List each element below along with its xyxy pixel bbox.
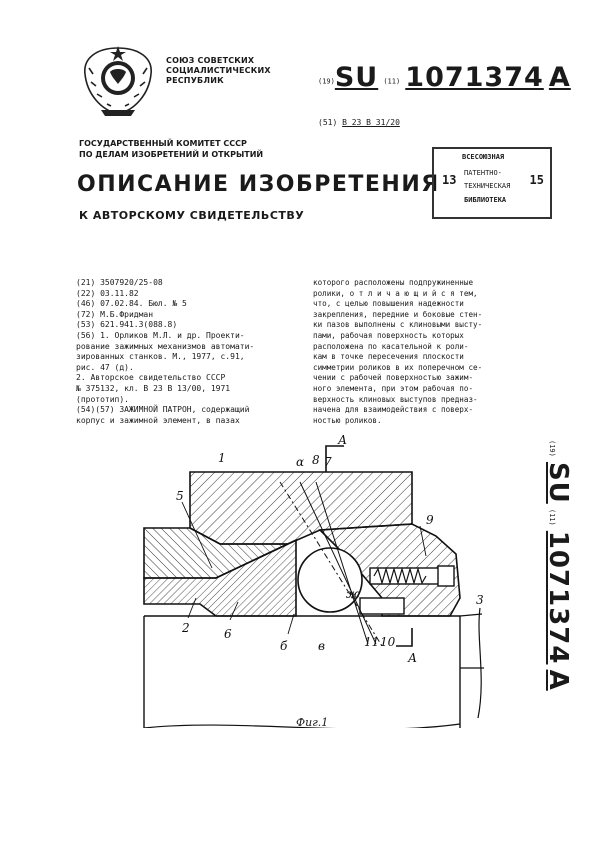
country-code: SU [334, 62, 379, 93]
label-8: 8 [312, 453, 320, 467]
stamp-number-left: 13 [442, 173, 457, 187]
label-b: б [280, 639, 288, 653]
biblio-line: (54)(57) ЗАЖИМНОЙ ПАТРОН, содержащий [76, 405, 250, 415]
stamp-line: БИБЛИОТЕКА [464, 196, 507, 204]
label-1: 1 [218, 451, 226, 465]
kind-code: A [543, 669, 573, 691]
org-line: СОЮЗ СОВЕТСКИХ [166, 56, 255, 65]
biblio-line: рование зажимных механизмов автомати- [76, 341, 255, 351]
document-title: ОПИСАНИЕ ИЗОБРЕТЕНИЯ [77, 172, 440, 197]
stamp-line: ПАТЕНТНО- [464, 169, 502, 177]
abstract-line: симметрии роликов в их поперечном се- [313, 362, 483, 372]
abstract-line: чении с рабочей поверхностью зажим- [313, 373, 474, 383]
label-2: 2 [182, 621, 190, 635]
abstract-text [313, 278, 563, 426]
biblio-line: корпус и зажимной элемент, в пазах [76, 415, 240, 425]
biblio-line: (53) 621.941.3(088.8) [76, 320, 178, 330]
label-zh: ж [346, 587, 360, 601]
label-11: 11 [364, 635, 380, 649]
abstract-line: ностью роликов. [313, 415, 382, 425]
abstract-line: расположена по касательной к роли- [313, 341, 469, 351]
kind-code: A [548, 62, 571, 93]
biblio-line: рис. 47 (д). [76, 362, 134, 372]
label-5: 5 [176, 489, 184, 503]
bibliographic-data [76, 278, 316, 426]
abstract-line: ролики, о т л и ч а ю щ и й с я тем, [313, 288, 478, 298]
biblio-line: (21) 3507920/25-08 [76, 278, 163, 287]
ipc-code: В 23 В 31/20 [342, 118, 400, 127]
abstract-line: верхность клиновых выступов предназ- [313, 394, 478, 404]
abstract-line: кам в точке пересечения плоскости [313, 352, 464, 362]
side-patent-number [545, 440, 575, 690]
patent-number-header [318, 62, 571, 93]
abstract-line: ки пазов выполнены с клиновыми высту- [313, 320, 483, 330]
label-A-top: А [338, 433, 348, 447]
library-stamp [432, 147, 552, 219]
inid-code-11: (11) [548, 508, 556, 526]
roller [298, 548, 362, 612]
label-6: 6 [224, 627, 232, 641]
biblio-line: (72) М.Б.Фридман [76, 309, 154, 319]
inid-code-11: (11) [383, 77, 401, 86]
document-subtitle: К АВТОРСКОМУ СВИДЕТЕЛЬСТВУ [79, 209, 305, 222]
abstract-line: пами, рабочая поверхность которых [313, 330, 464, 340]
biblio-line: зированных станков. М., 1977, с.91, [76, 352, 245, 362]
patent-number: 1071374 [543, 530, 573, 665]
stamp-line: ТЕХНИЧЕСКАЯ [464, 182, 511, 190]
biblio-line: 2. Авторское свидетельство СССР [76, 373, 226, 383]
abstract-line: закрепления, передние и боковые стен- [313, 309, 483, 319]
state-emblem-icon [77, 44, 159, 118]
committee-name [79, 138, 263, 160]
biblio-line: (22) 03.11.82 [76, 288, 139, 298]
stamp-number-right: 15 [529, 173, 544, 187]
label-3: 3 [476, 593, 484, 607]
abstract-line: ного элемента, при этом рабочая по- [313, 383, 474, 393]
stamp-line: ВСЕСОЮЗНАЯ [462, 153, 505, 161]
org-line: СОЦИАЛИСТИЧЕСКИХ [166, 66, 271, 75]
label-7: 7 [324, 455, 332, 469]
biblio-line: (56) 1. Орликов М.Л. и др. Проекти- [76, 330, 245, 340]
patent-number: 1071374 [405, 62, 544, 93]
biblio-line: № 375132, кл. В 23 В 13/00, 1971 [76, 383, 231, 393]
figure-caption: Фиг.1 [296, 716, 329, 729]
label-9: 9 [426, 513, 434, 527]
inid-code-19: (19) [318, 77, 335, 86]
biblio-line: (46) 07.02.84. Бюл. № 5 [76, 299, 187, 309]
issuing-country-label [166, 56, 271, 86]
country-code: SU [543, 461, 573, 504]
biblio-line: (прототип). [76, 394, 129, 404]
label-alpha: α [296, 455, 305, 469]
ipc-classification [318, 118, 400, 127]
committee-line: ПО ДЕЛАМ ИЗОБРЕТЕНИЙ И ОТКРЫТИЙ [79, 150, 264, 159]
inid-code-51: (51) [318, 118, 338, 127]
org-line: РЕСПУБЛИК [166, 76, 224, 85]
label-10: 10 [380, 635, 396, 649]
abstract-line: начена для взаимодействия с поверх- [313, 405, 474, 415]
label-A-bottom: А [408, 651, 418, 665]
label-v: в [318, 639, 325, 653]
abstract-line: которого расположены подпружиненные [313, 278, 474, 287]
abstract-line: что, с целью повышения надежности [313, 299, 464, 309]
inid-code-19: (19) [548, 440, 556, 457]
committee-line: ГОСУДАРСТВЕННЫЙ КОМИТЕТ СССР [79, 139, 247, 148]
technical-drawing [120, 428, 490, 728]
